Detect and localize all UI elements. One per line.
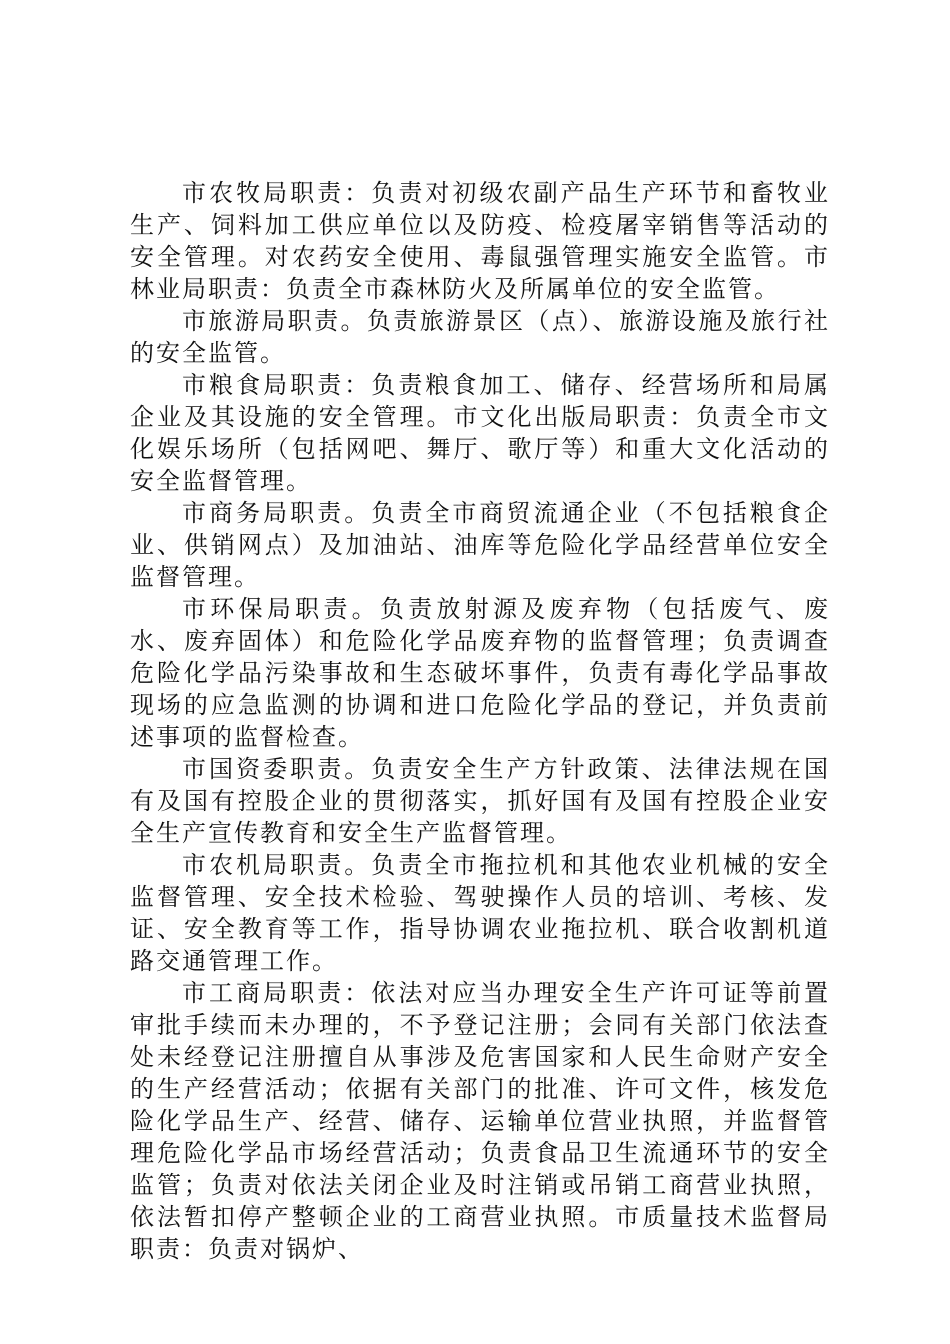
paragraph-state-assets: 市国资委职责。负责安全生产方针政策、法律法规在国有及国有控股企业的贯彻落实，抓好国有及国有控股企业安全生产宣传教育和安全生产监督管理。 [130,755,830,847]
paragraph-grain-culture: 市粮食局职责：负责粮食加工、储存、经营场所和局属企业及其设施的安全管理。市文化出版局职责：负责全市文化娱乐场所（包括网吧、舞厅、歌厅等）和重大文化活动的安全监督管理。 [130,371,830,495]
paragraph-tourism: 市旅游局职责。负责旅游景区（点）、旅游设施及旅行社的安全监管。 [130,307,830,367]
document-body [130,177,830,1265]
paragraph-commerce: 市商务局职责。负责全市商贸流通企业（不包括粮食企业、供销网点）及加油站、油库等危险化学品经营单位安全监督管理。 [130,499,830,591]
paragraph-industry-commerce: 市工商局职责：依法对应当办理安全生产许可证等前置审批手续而未办理的，不予登记注册；会同有关部门依法查处未经登记注册擅自从事涉及危害国家和人民生命财产安全的生产经营活动；依据有关部门的批准、许可文件，核发危险化学品生产、经营、储存、运输单位营业执照，并监督管理危险化学品市场经营活动；负责食品卫生流通环节的安全监管；负责对依法关闭企业及时注销或吊销工商营业执照，依法暂扣停产整顿企业的工商营业执照。市质量技术监督局职责：负责对锅炉、 [130,979,830,1263]
paragraph-agricultural-machinery: 市农机局职责。负责全市拖拉机和其他农业机械的安全监督管理、安全技术检验、驾驶操作人员的培训、考核、发证、安全教育等工作，指导协调农业拖拉机、联合收割机道路交通管理工作。 [130,851,830,975]
paragraph-agriculture-forestry: 市农牧局职责：负责对初级农副产品生产环节和畜牧业生产、饲料加工供应单位以及防疫、检疫屠宰销售等活动的安全管理。对农药安全使用、毒鼠强管理实施安全监管。市林业局职责：负责全市森林防火及所属单位的安全监管。 [130,179,830,303]
paragraph-environment: 市环保局职责。负责放射源及废弃物（包括废气、废水、废弃固体）和危险化学品废弃物的监督管理；负责调查危险化学品污染事故和生态破坏事件，负责有毒化学品事故现场的应急监测的协调和进口危险化学品的登记，并负责前述事项的监督检查。 [130,595,830,751]
